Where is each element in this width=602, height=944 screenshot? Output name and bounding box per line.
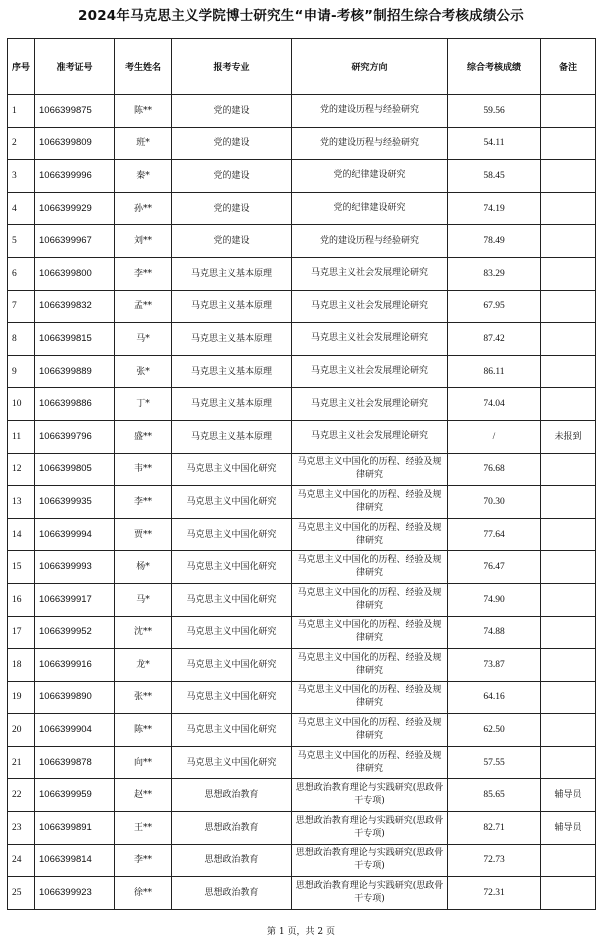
cell-score: 74.88 [448,616,541,649]
cell-exam-id: 1066399875 [35,95,115,128]
table-row [8,583,596,616]
cell-exam-id: 1066399917 [35,583,115,616]
cell-score: 74.90 [448,583,541,616]
cell-no: 22 [8,779,35,812]
cell-no: 20 [8,714,35,747]
table-row [8,812,596,845]
cell-name: 孟** [115,290,172,323]
cell-direction: 马克思主义中国化的历程、经验及规律研究 [292,583,448,616]
cell-name: 龙* [115,649,172,682]
cell-exam-id: 1066399993 [35,551,115,584]
cell-name: 向** [115,746,172,779]
cell-direction: 马克思主义中国化的历程、经验及规律研究 [292,681,448,714]
cell-name: 李** [115,486,172,519]
cell-exam-id: 1066399923 [35,877,115,910]
cell-no: 25 [8,877,35,910]
cell-no: 3 [8,160,35,193]
cell-note [541,551,596,584]
table-header-row [8,39,596,95]
cell-direction: 马克思主义中国化的历程、经验及规律研究 [292,746,448,779]
header-direction: 研究方向 [292,39,448,95]
cell-direction: 马克思主义中国化的历程、经验及规律研究 [292,518,448,551]
cell-direction: 马克思主义中国化的历程、经验及规律研究 [292,486,448,519]
cell-direction: 马克思主义社会发展理论研究 [292,355,448,388]
cell-direction: 党的纪律建设研究 [292,160,448,193]
cell-score: 74.19 [448,192,541,225]
cell-note [541,649,596,682]
cell-major: 党的建设 [172,95,292,128]
table-row [8,127,596,160]
cell-major: 思想政治教育 [172,812,292,845]
cell-major: 马克思主义基本原理 [172,388,292,421]
table-row [8,290,596,323]
cell-direction: 马克思主义社会发展理论研究 [292,388,448,421]
cell-direction: 党的建设历程与经验研究 [292,225,448,258]
cell-score: 58.45 [448,160,541,193]
cell-exam-id: 1066399935 [35,486,115,519]
cell-no: 15 [8,551,35,584]
table-row [8,714,596,747]
cell-exam-id: 1066399929 [35,192,115,225]
cell-note [541,518,596,551]
cell-score: 62.50 [448,714,541,747]
cell-score: 76.68 [448,453,541,486]
cell-no: 8 [8,323,35,356]
cell-exam-id: 1066399891 [35,812,115,845]
cell-no: 17 [8,616,35,649]
cell-exam-id: 1066399805 [35,453,115,486]
cell-major: 马克思主义基本原理 [172,420,292,453]
cell-score: / [448,420,541,453]
cell-name: 王** [115,812,172,845]
cell-major: 马克思主义基本原理 [172,323,292,356]
cell-exam-id: 1066399996 [35,160,115,193]
cell-no: 18 [8,649,35,682]
cell-direction: 马克思主义中国化的历程、经验及规律研究 [292,551,448,584]
table-row [8,95,596,128]
cell-no: 14 [8,518,35,551]
table-row [8,225,596,258]
cell-score: 82.71 [448,812,541,845]
cell-no: 5 [8,225,35,258]
table-row [8,518,596,551]
cell-no: 6 [8,257,35,290]
cell-no: 9 [8,355,35,388]
header-no: 序号 [8,39,35,95]
cell-name: 丁* [115,388,172,421]
cell-name: 沈** [115,616,172,649]
cell-note [541,160,596,193]
cell-name: 李** [115,844,172,877]
cell-note [541,95,596,128]
cell-direction: 马克思主义社会发展理论研究 [292,257,448,290]
cell-direction: 思想政治教育理论与实践研究(思政骨干专项) [292,877,448,910]
cell-note [541,616,596,649]
cell-no: 24 [8,844,35,877]
cell-score: 57.55 [448,746,541,779]
cell-name: 陈** [115,714,172,747]
cell-major: 思想政治教育 [172,877,292,910]
cell-no: 11 [8,420,35,453]
cell-score: 59.56 [448,95,541,128]
cell-name: 张** [115,681,172,714]
cell-score: 72.73 [448,844,541,877]
cell-note [541,192,596,225]
cell-name: 马* [115,583,172,616]
cell-name: 李** [115,257,172,290]
cell-score: 70.30 [448,486,541,519]
cell-note: 未报到 [541,420,596,453]
cell-note [541,323,596,356]
page-footer: 第 1 页，共 2 页 [267,927,335,937]
cell-no: 1 [8,95,35,128]
cell-score: 87.42 [448,323,541,356]
cell-exam-id: 1066399959 [35,779,115,812]
cell-score: 83.29 [448,257,541,290]
cell-exam-id: 1066399796 [35,420,115,453]
table-row [8,681,596,714]
header-name: 考生姓名 [115,39,172,95]
cell-name: 孙** [115,192,172,225]
cell-name: 盛** [115,420,172,453]
cell-direction: 马克思主义社会发展理论研究 [292,323,448,356]
cell-major: 马克思主义中国化研究 [172,649,292,682]
cell-note [541,681,596,714]
cell-direction: 马克思主义中国化的历程、经验及规律研究 [292,616,448,649]
cell-score: 67.95 [448,290,541,323]
cell-exam-id: 1066399886 [35,388,115,421]
cell-note [541,877,596,910]
table-row [8,323,596,356]
table-row [8,844,596,877]
cell-exam-id: 1066399878 [35,746,115,779]
cell-score: 73.87 [448,649,541,682]
cell-major: 马克思主义基本原理 [172,257,292,290]
cell-note [541,225,596,258]
cell-score: 76.47 [448,551,541,584]
cell-score: 85.65 [448,779,541,812]
cell-note [541,127,596,160]
table-row [8,160,596,193]
cell-exam-id: 1066399890 [35,681,115,714]
header-major: 报考专业 [172,39,292,95]
cell-direction: 党的建设历程与经验研究 [292,95,448,128]
cell-name: 班* [115,127,172,160]
table-row [8,616,596,649]
cell-score: 54.11 [448,127,541,160]
cell-no: 12 [8,453,35,486]
cell-name: 贾** [115,518,172,551]
header-note: 备注 [541,39,596,95]
table-row [8,257,596,290]
table-row [8,388,596,421]
cell-major: 党的建设 [172,160,292,193]
cell-exam-id: 1066399832 [35,290,115,323]
cell-note: 辅导员 [541,812,596,845]
table-row [8,649,596,682]
cell-direction: 思想政治教育理论与实践研究(思政骨干专项) [292,812,448,845]
cell-no: 4 [8,192,35,225]
cell-name: 韦** [115,453,172,486]
cell-note [541,388,596,421]
cell-major: 马克思主义中国化研究 [172,551,292,584]
cell-note [541,583,596,616]
cell-major: 马克思主义基本原理 [172,290,292,323]
table-row [8,877,596,910]
cell-note: 辅导员 [541,779,596,812]
cell-direction: 马克思主义中国化的历程、经验及规律研究 [292,649,448,682]
cell-name: 赵** [115,779,172,812]
table-row [8,355,596,388]
cell-direction: 马克思主义社会发展理论研究 [292,290,448,323]
cell-no: 16 [8,583,35,616]
cell-major: 马克思主义中国化研究 [172,714,292,747]
table-row [8,551,596,584]
cell-major: 马克思主义中国化研究 [172,616,292,649]
header-score: 综合考核成绩 [448,39,541,95]
cell-major: 思想政治教育 [172,844,292,877]
cell-note [541,844,596,877]
cell-direction: 马克思主义中国化的历程、经验及规律研究 [292,714,448,747]
cell-major: 党的建设 [172,225,292,258]
cell-name: 陈** [115,95,172,128]
cell-score: 86.11 [448,355,541,388]
cell-major: 马克思主义中国化研究 [172,583,292,616]
cell-major: 党的建设 [172,192,292,225]
cell-name: 秦* [115,160,172,193]
cell-exam-id: 1066399814 [35,844,115,877]
table-row [8,420,596,453]
cell-major: 马克思主义基本原理 [172,355,292,388]
cell-exam-id: 1066399809 [35,127,115,160]
cell-name: 张* [115,355,172,388]
table-row [8,486,596,519]
cell-name: 徐** [115,877,172,910]
results-table [7,38,596,910]
cell-exam-id: 1066399889 [35,355,115,388]
cell-exam-id: 1066399904 [35,714,115,747]
cell-direction: 思想政治教育理论与实践研究(思政骨干专项) [292,844,448,877]
table-row [8,779,596,812]
cell-note [541,257,596,290]
cell-name: 马* [115,323,172,356]
cell-score: 77.64 [448,518,541,551]
table-row [8,746,596,779]
header-exam-id: 准考证号 [35,39,115,95]
cell-note [541,486,596,519]
cell-exam-id: 1066399952 [35,616,115,649]
cell-exam-id: 1066399916 [35,649,115,682]
cell-major: 马克思主义中国化研究 [172,518,292,551]
cell-name: 刘** [115,225,172,258]
cell-no: 13 [8,486,35,519]
cell-exam-id: 1066399815 [35,323,115,356]
table-row [8,453,596,486]
cell-name: 杨* [115,551,172,584]
cell-note [541,714,596,747]
cell-no: 21 [8,746,35,779]
cell-direction: 马克思主义中国化的历程、经验及规律研究 [292,453,448,486]
cell-direction: 马克思主义社会发展理论研究 [292,420,448,453]
cell-exam-id: 1066399994 [35,518,115,551]
cell-score: 74.04 [448,388,541,421]
cell-no: 7 [8,290,35,323]
cell-note [541,453,596,486]
cell-direction: 思想政治教育理论与实践研究(思政骨干专项) [292,779,448,812]
cell-major: 思想政治教育 [172,779,292,812]
cell-no: 23 [8,812,35,845]
cell-exam-id: 1066399800 [35,257,115,290]
table-row [8,192,596,225]
cell-major: 马克思主义中国化研究 [172,486,292,519]
cell-no: 19 [8,681,35,714]
cell-major: 党的建设 [172,127,292,160]
cell-exam-id: 1066399967 [35,225,115,258]
cell-no: 10 [8,388,35,421]
cell-note [541,746,596,779]
page-title: 2024年马克思主义学院博士研究生“申请-考核”制招生综合考核成绩公示 [78,8,524,24]
cell-no: 2 [8,127,35,160]
cell-score: 72.31 [448,877,541,910]
cell-major: 马克思主义中国化研究 [172,746,292,779]
cell-note [541,355,596,388]
cell-direction: 党的纪律建设研究 [292,192,448,225]
cell-major: 马克思主义中国化研究 [172,681,292,714]
cell-score: 64.16 [448,681,541,714]
cell-major: 马克思主义中国化研究 [172,453,292,486]
cell-score: 78.49 [448,225,541,258]
cell-note [541,290,596,323]
cell-direction: 党的建设历程与经验研究 [292,127,448,160]
